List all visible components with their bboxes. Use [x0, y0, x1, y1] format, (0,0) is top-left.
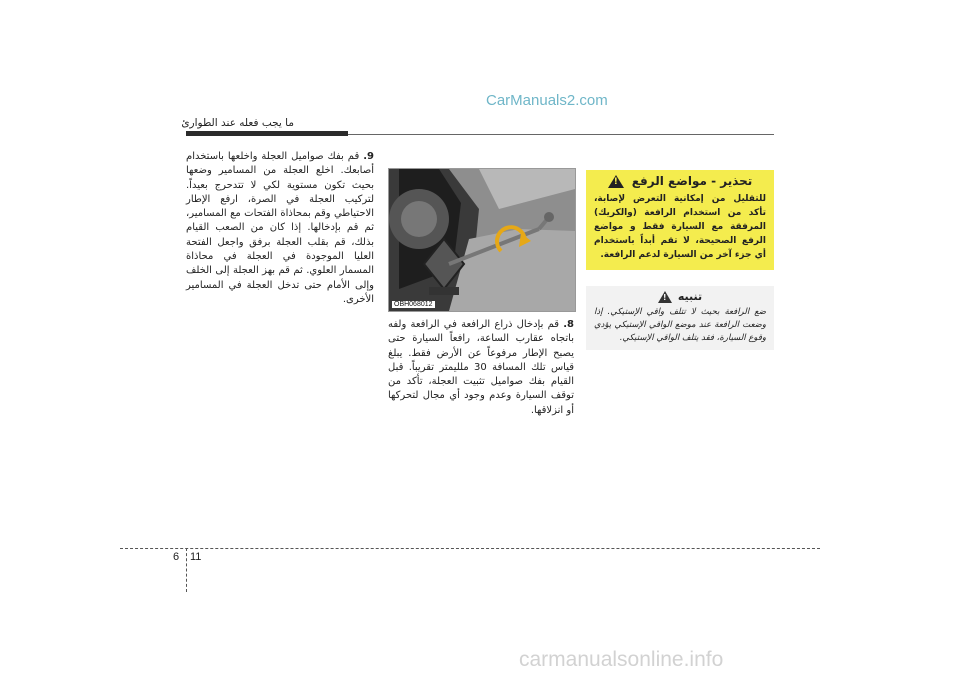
warning-body: للتقليل من إمكانية التعرض لإصابة، تأكد من استخدام الرافعة (والكريك) المرفقة مع السيارة فقط و مواضع الرفع الصحيحة، لا تقم أبداً باستخدام أي جزء آخر من السيارة لدعم الرافعة.	[594, 194, 766, 260]
warning-header	[594, 174, 766, 188]
page-number: 11	[190, 551, 202, 563]
warning-icon: !	[608, 175, 624, 188]
jack-illustration	[389, 169, 575, 311]
caution-title: تنبيه	[677, 290, 703, 303]
step-9-text: قم بفك صواميل العجلة واخلعها باستخدام أصابعك. اخلع العجلة من المسامير وضعها بحيث تكون مستوية لكي لا تتدحرج بعيداً. لتركيب العجلة في الصرة، ارفع الإطار الاحتياطي وقم بمحاذاة الفتحات مع المسامير، ثم قم بإدخالها. إذا كان من الصعب القيام بذلك، قم بقلب العجلة برفق واجعل الفتحة العليا الموجودة في العجلة في محاذاة المسمار العلوي. ثم قم بهز العجلة إلى الخلف وإلى الأمام حتى تدخل العجلة في المسامير الأخرى.	[186, 151, 374, 305]
figure-code-label: OBH068012	[394, 301, 433, 308]
header-thick-rule	[186, 131, 348, 136]
step-8-number: 8.	[563, 319, 574, 330]
step-8-text: قم بإدخال ذراع الرافعة في الرافعة ولفه باتجاه عقارب الساعة، رافعاً السيارة حتى يصبح الإطار مرفوعاً عن الأرض فقط. يبلغ قياس تلك المسافة 30 ملليمتر تقريباً. قبل القيام بفك صواميل تثبيت العجلة، تأكد من توقف السيارة وعدم وجود أي مجال لتحركها أو انزلاقها.	[388, 319, 575, 416]
step-9-number: 9.	[363, 151, 374, 162]
caution-body: ضع الرافعة بحيث لا تتلف واقي الإستيكي. إذا وضعت الرافعة عند موضع الواقي الإستيكي يؤدي وقوع السيارة، فقد يتلف الواقي الإستيكي.	[594, 307, 766, 343]
page-header-title: ما يجب فعله عند الطوارئ	[181, 117, 294, 129]
header-thin-rule	[348, 134, 774, 135]
caution-header	[594, 290, 766, 303]
warning-title: تحذير - مواضع الرفع	[631, 174, 753, 188]
footer-vertical-divider	[186, 548, 187, 592]
footer-divider	[120, 548, 820, 549]
chapter-number: 6	[173, 551, 180, 563]
step-8	[388, 318, 574, 418]
warning-box	[586, 170, 774, 270]
jack-figure	[388, 168, 576, 312]
watermark-bottom[interactable]: carmanualsonline.info	[519, 648, 724, 671]
caution-icon: !	[658, 291, 672, 303]
watermark-top[interactable]: CarManuals2.com	[486, 92, 608, 109]
step-9	[186, 150, 374, 307]
caution-box	[586, 286, 774, 350]
